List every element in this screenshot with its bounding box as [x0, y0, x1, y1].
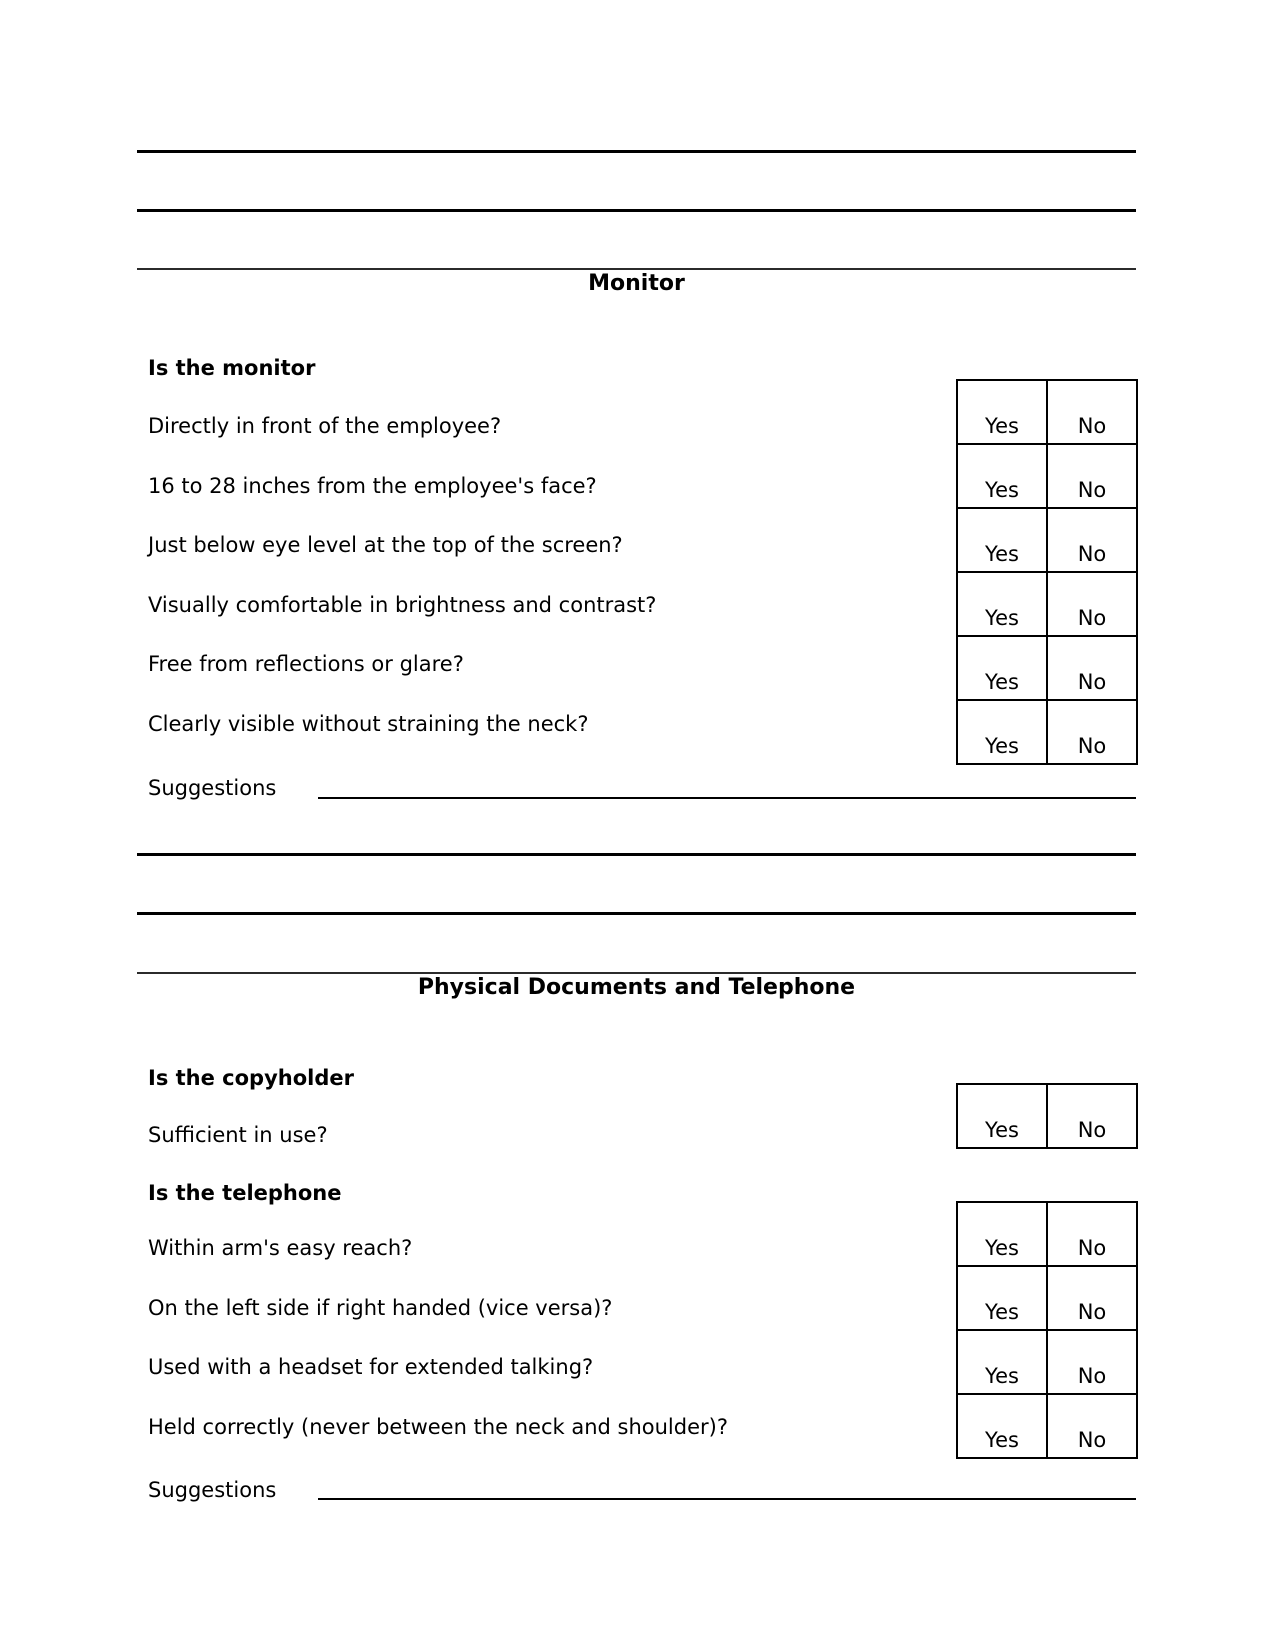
no-cell-monitor-1[interactable]: No — [1047, 380, 1137, 444]
yes-cell-monitor-6[interactable]: Yes — [957, 700, 1047, 764]
question-monitor-1: Directly in front of the employee? — [148, 414, 502, 438]
copyholder-yes-no-table — [956, 1083, 1138, 1149]
suggestions-label-telephone: Suggestions — [148, 1478, 277, 1502]
write-line[interactable] — [137, 209, 1136, 212]
no-cell-monitor-5[interactable]: No — [1047, 636, 1137, 700]
yes-cell-telephone-1[interactable]: Yes — [957, 1202, 1047, 1266]
no-cell-copyholder-1[interactable]: No — [1047, 1084, 1137, 1148]
yes-cell-monitor-2[interactable]: Yes — [957, 444, 1047, 508]
no-cell-telephone-1[interactable]: No — [1047, 1202, 1137, 1266]
no-cell-monitor-6[interactable]: No — [1047, 700, 1137, 764]
question-telephone-1: Within arm's easy reach? — [148, 1236, 413, 1260]
section-divider — [137, 268, 1136, 270]
question-copyholder-1: Sufficient in use? — [148, 1123, 328, 1147]
no-cell-monitor-3[interactable]: No — [1047, 508, 1137, 572]
yes-cell-telephone-4[interactable]: Yes — [957, 1394, 1047, 1458]
write-line[interactable] — [137, 853, 1136, 856]
question-monitor-6: Clearly visible without straining the neck? — [148, 712, 589, 736]
write-line[interactable] — [137, 912, 1136, 915]
subheading-is-the-copyholder: Is the copyholder — [148, 1066, 354, 1090]
yes-cell-telephone-3[interactable]: Yes — [957, 1330, 1047, 1394]
yes-cell-monitor-5[interactable]: Yes — [957, 636, 1047, 700]
no-cell-telephone-3[interactable]: No — [1047, 1330, 1137, 1394]
question-monitor-5: Free from reflections or glare? — [148, 652, 464, 676]
yes-cell-copyholder-1[interactable]: Yes — [957, 1084, 1047, 1148]
question-telephone-4: Held correctly (never between the neck and shoulder)? — [148, 1415, 728, 1439]
telephone-yes-no-table — [956, 1201, 1138, 1459]
write-line[interactable] — [137, 150, 1136, 153]
question-monitor-4: Visually comfortable in brightness and contrast? — [148, 593, 657, 617]
monitor-yes-no-table — [956, 379, 1138, 765]
question-telephone-3: Used with a headset for extended talking? — [148, 1355, 594, 1379]
no-cell-monitor-4[interactable]: No — [1047, 572, 1137, 636]
section-title-monitor: Monitor — [588, 271, 685, 296]
subheading-is-the-telephone: Is the telephone — [148, 1181, 342, 1205]
section-divider — [137, 972, 1136, 974]
question-telephone-2: On the left side if right handed (vice versa)? — [148, 1296, 613, 1320]
question-monitor-2: 16 to 28 inches from the employee's face? — [148, 474, 597, 498]
suggestions-line[interactable] — [318, 797, 1136, 799]
yes-cell-monitor-3[interactable]: Yes — [957, 508, 1047, 572]
no-cell-monitor-2[interactable]: No — [1047, 444, 1137, 508]
suggestions-label-monitor: Suggestions — [148, 776, 277, 800]
subheading-is-the-monitor: Is the monitor — [148, 356, 316, 380]
yes-cell-monitor-4[interactable]: Yes — [957, 572, 1047, 636]
yes-cell-telephone-2[interactable]: Yes — [957, 1266, 1047, 1330]
yes-cell-monitor-1[interactable]: Yes — [957, 380, 1047, 444]
section-title-documents-telephone: Physical Documents and Telephone — [417, 975, 856, 1000]
suggestions-line[interactable] — [318, 1498, 1136, 1500]
no-cell-telephone-4[interactable]: No — [1047, 1394, 1137, 1458]
question-monitor-3: Just below eye level at the top of the screen? — [148, 533, 623, 557]
no-cell-telephone-2[interactable]: No — [1047, 1266, 1137, 1330]
